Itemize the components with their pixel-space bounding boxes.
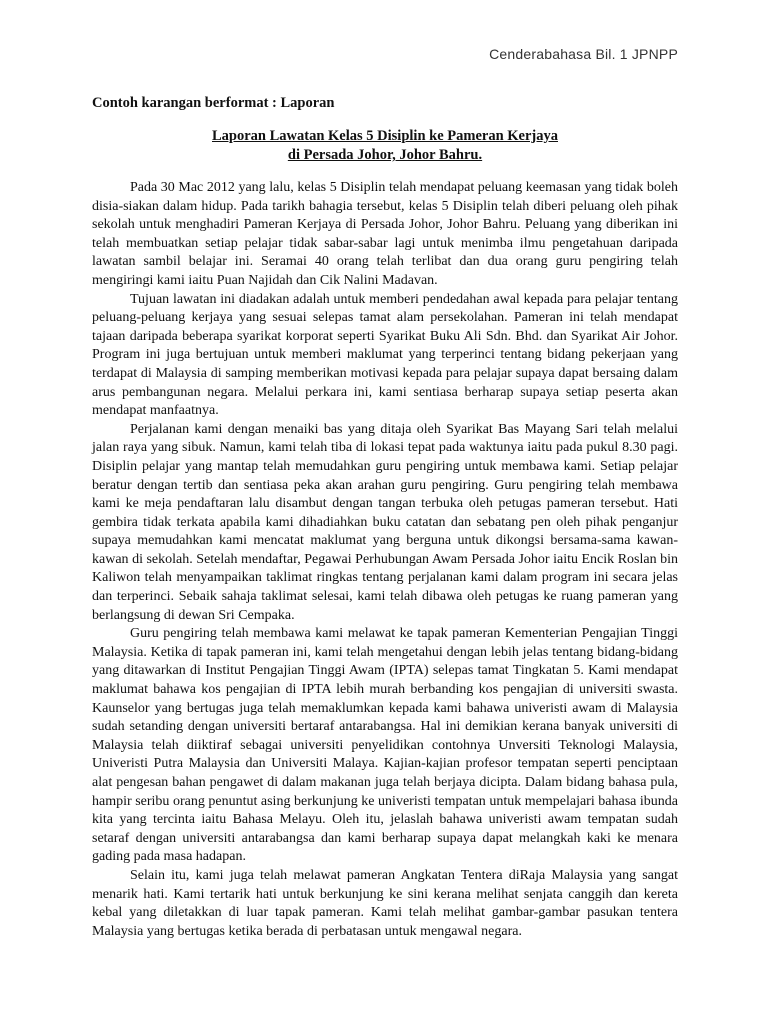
paragraph: Guru pengiring telah membawa kami melawat ke tapak pameran Kementerian Pengajian Tinggi Malaysia. Ketika di tapak pameran ini, kami telah mengetahui dengan lebih jelas tentang bidang-bidang yang ditawarkan di Institut Pengajian Tinggi Awam (IPTA) selepas tamat Tingkatan 5. Kami mendapat maklumat bahawa kos pengajian di IPTA lebih murah berbanding kos pengajian di universiti swasta. Kaunselor yang bertugas juga telah memaklumkan kepada kami bahawa univeristi awam di Malaysia sudah setanding dengan universiti bertaraf antarabangsa. Hal ini demikian kerana banyak universiti di Malaysia telah diiktiraf sebagai universiti penyelidikan contohnya Unversiti Teknologi Malaysia, Univeristi Putra Malaysia dan Universiti Malaya. Kajian-kajian profesor tempatan seperti penciptaan alat pengesan bahan pengawet di dalam makanan juga telah berjaya dicipta. Dalam bidang bahasa pula, hampir seribu orang penuntut asing berkunjung ke univeristi tempatan untuk mempelajari bahasa ibunda kita yang tercinta iaitu Bahasa Melayu. Oleh itu, jelaslah bahawa univeristi awam tempatan sudah setaraf dengan universiti antarabangsa dan kami berharap supaya dapat melangkah kaki ke menara gading pada masa hadapan. (92, 626, 678, 865)
paragraph: Tujuan lawatan ini diadakan adalah untuk memberi pendedahan awal kepada para pelajar tentang peluang-peluang kerjaya yang sesuai selepas tamat alam persekolahan. Pameran ini telah mendapat tajaan daripada beberapa syarikat korporat seperti Syarikat Buku Ali Sdn. Bhd. dan Syarikat Air Johor. Program ini juga bertujuan untuk memberi maklumat yang terperinci tentang bidang pekerjaan yang terdapat di Malaysia di samping memberikan motivasi kepada para pelajar supaya dapat bersaing dalam arus pembangunan negara. Melalui perkara ini, kami sentiasa berharap supaya setiap peserta akan mendapat manfaatnya. (92, 291, 678, 419)
report-title (92, 127, 678, 165)
report-body (92, 179, 678, 941)
paragraph: Selain itu, kami juga telah melawat pameran Angkatan Tentera diRaja Malaysia yang sangat menarik hati. Kami tertarik hati untuk berkunjung ke sini kerana melihat senjata canggih dan kereta kebal yang diletakkan di luar tapak pameran. Kami telah melihat gambar-gambar pasukan tentera Malaysia yang bertugas ketika berada di perbatasan untuk mengawal negara. (92, 867, 678, 939)
paragraph: Perjalanan kami dengan menaiki bas yang ditaja oleh Syarikat Bas Mayang Sari telah melalui jalan raya yang sibuk. Namun, kami telah tiba di lokasi tepat pada waktunya iaitu pada pukul 8.30 pagi. Disiplin pelajar yang mantap telah memudahkan guru pengiring untuk membawa kami. Setiap pelajar beratur dengan tertib dan sentiasa peka akan arahan guru pengiring. Guru pengiring telah membawa kami ke meja pendaftaran lalu disambut dengan tangan terbuka oleh petugas pameran tersebut. Hati gembira tidak terkata apabila kami dihadiahkan buku catatan dan sebatang pen oleh pihak penganjur supaya memudahkan kami mencatat maklumat yang berguna untuk dikongsi bersama-sama kawan-kawan di sekolah. Setelah mendaftar, Pegawai Perhubungan Awam Persada Johor iaitu Encik Roslan bin Kaliwon telah menyampaikan taklimat ringkas tentang perjalanan kami dalam program ini secara jelas dan terperinci. Sebaik sahaja taklimat selesai, kami telah dibawa oleh petugas ke ruang pameran yang berlangsung di dewan Sri Cempaka. (92, 421, 678, 623)
page-header: Cenderabahasa Bil. 1 JPNPP (489, 46, 678, 62)
report-title-line-1: Laporan Lawatan Kelas 5 Disiplin ke Pameran Kerjaya (212, 128, 558, 144)
paragraph: Pada 30 Mac 2012 yang lalu, kelas 5 Disiplin telah mendapat peluang keemasan yang tidak boleh disia-siakan dalam hidup. Pada tarikh bahagia tersebut, kelas 5 Disiplin telah diberi peluang oleh pihak sekolah untuk menghadiri Pameran Kerjaya di Persada Johor, Johor Bahru. Peluang yang diberikan ini telah membuatkan setiap pelajar tidak sabar-sabar lagi untuk menimba ilmu pengetahuan daripada lawatan sambil belajar ini. Seramai 40 orang telah terlibat dan dua orang guru pengiring telah mengiringi kami iaitu Puan Najidah dan Cik Nalini Madavan. (92, 180, 678, 288)
document-type-label: Contoh karangan berformat : Laporan (92, 95, 335, 111)
report-title-line-2: di Persada Johor, Johor Bahru. (287, 147, 483, 163)
